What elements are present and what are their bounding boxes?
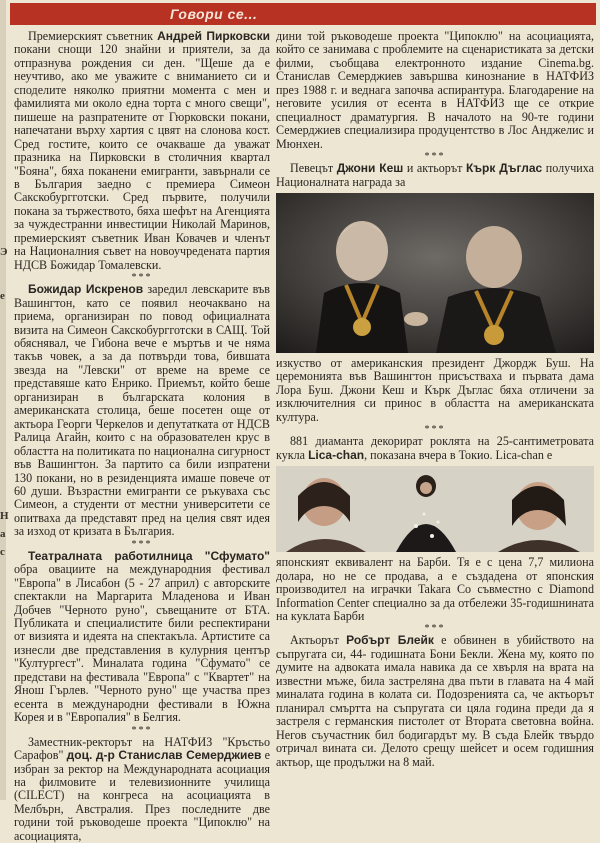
person-name: Божидар Искренов <box>28 282 144 297</box>
section-title: Говори се... <box>170 6 258 22</box>
person-name: Андрей Пирковски <box>157 29 270 43</box>
theatre-name: Театралната работилница "Сфумато" <box>28 548 270 563</box>
separator-stars: *** <box>131 538 153 550</box>
article-cash-douglas: Певецът Джони Кеш и актьорът Кърк Дъглас получиха Националната награда за <box>276 161 595 189</box>
photo-lica-chan <box>276 466 594 552</box>
separator-stars: *** <box>131 272 153 284</box>
edge-letter: а <box>0 528 6 540</box>
separator-stars: *** <box>424 424 446 436</box>
edge-letter: Н <box>0 510 9 522</box>
edge-letter: е <box>0 290 5 302</box>
edge-letter: с <box>0 546 5 558</box>
left-column <box>14 30 270 843</box>
photo-cash-douglas <box>276 193 594 353</box>
section-header-bar <box>10 3 596 25</box>
article-robert-blake: Актьорът Робърт Блейк е обвинен в убийството на съпругата си, 44- годишната Бони Бекли. Жена му, която по думите на адвоката имала навика да се хвърля на врата на известни мъже, била застреляна два пъти в главата на 4 май миналата година в колата си. Подозренията са, че актьорът планирал смъртта на съпругата си цяла година преди да я застреля с германския пистолет от Втората световна война. Негов съучастник бил бодигардът му. В съда Блейк твърдо отричал вината си. Делото срещу шейсет и осем годишния актьор, ще продължи на 8 май. <box>276 633 594 769</box>
person-name: Джони Кеш <box>336 161 404 176</box>
article-cash-douglas-cont: изкуство от американския президент Джордж Буш. На церемонията във Вашингтон присъстваха и първата дама Лора Буш. Джони Кеш и Кърк Дъглас бяха отличени за изключителния си принос в областта на американската култура. <box>276 355 594 424</box>
separator-stars: *** <box>131 724 153 736</box>
article-sfumato: Театралната работилница "Сфумато" обра овациите на международния фестивал "Европа" в Лисабон (5 - 27 април) с авторските спектакли на Маргарита Младенова и Иван Добчев "Черното руно", съвещаните от БТА. Публиката и специалистите били респектирани от визията и идеята на спектакъла. Артистите са изнесли две представления в кулурния център "Култургест". Миналата година "Сфумато" се представи на фестивала "Европа" с "Квартет" на Янош Гърлев. "Черното руно" ще участва през есента в международни фестивали в Южна Корея и в "Европалия" в Белгия. <box>14 548 270 725</box>
doll-name: Lica-chan <box>308 447 365 462</box>
article-lica-chan: 881 диаманта декорират роклята на 25-сантиметровата кукла Lica-chan, показана вчера в Токио. Lica-chan е <box>276 434 594 462</box>
article-lica-chan-cont: японският еквивалент на Барби. Тя е с цена 7,7 милиона долара, но не се продава, а е създадена от японския производител на играчки Takara Co съвместно с Diamond Information Center специално за да отбележи 35-годишнината на куклата Барби <box>276 555 594 623</box>
article-pirkovski: Премиерският съветник Андрей Пирковски покани снощи 120 знайни и приятели, за да отпразнува рождения си ден. "Щеше да е неучтиво, ако ме уважите с вниманието си и споделите няколко приятни момента с мен и фамилията ми около една торта с много свещи", пишеше на разпратените от Гюрковски покани, напечатани върху хартия с цвят на слонова кост. Сред гостите, които се очакваше да уважат празника на Пирковски в столичния квартал "Бояна", бяха поканени емигранти, завърнали се в България заедно с премиера Симеон Сакскобургготски. Сред първите, получили покана за тържеството, бяха шефът на Агенцията за чуждестранни инвестиции Николай Маринов, премиерският съветник Иван Ковачев и членът на Националния съвет на новоучредената партия НДСВ Божидар Томалевски. <box>14 29 270 272</box>
article-semerdzhiev: Заместник-ректорът на НАТФИЗ "Кръстьо Сарафов" доц. д-р Станислав Семерджиев е избран за ректор на Международната асоциация на филмовите и телевизионните училища (CILECT) на конгреса на асоциацията в Мелбърн, Австралия. През последните две години той ръководеше проекта "Ципоклю" на асоциацията, <box>14 734 270 843</box>
separator-stars: *** <box>424 623 446 635</box>
edge-letter: Э <box>0 246 8 258</box>
person-name: доц. д-р Станислав Семерджиев <box>66 748 262 763</box>
page-edge-strip <box>0 0 6 800</box>
person-name: Кърк Дъглас <box>465 161 543 176</box>
separator-stars: *** <box>424 151 446 163</box>
person-name: Робърт Блейк <box>346 633 434 648</box>
right-column <box>276 30 594 769</box>
article-semerdzhiev-cont: дини той ръководеше проекта "Ципоклю" на асоциацията, който се занимава с проблемите на сценаристиката за детски филми, съобщава електронното издание Cinema.bg. Станислав Семерджиев завършва кинознание в НАТФИЗ през 1988 г. и веднага започва аспирантура. Благодарение на неговите усилия от есента в НАТФИЗ ще се открие специалност драматургия. В началото на 90-те години Семерджиев специализира продуцентство в Лос Анджелис и Мюнхен. <box>276 29 594 151</box>
article-iskrenov: Божидар Искренов заредил левскарите във Вашингтон, като се появил неочаквано на приема, организиран по повод официалната визита на Симеон Сакскобургготски в САЩ. Той обяснявал, че Гибона вече е мъртъв и че няма такъв човек, а за да потвърди това, бившата звезда на "Левски" от време на време се представяше като Енрико. Приемът, който беше организиран в българската колония в американската столица, беше посетен още от актьора Георги Черкелов и депутатката от НДСВ Ралица Агайн, които с на образователен крус в областта на политиката по национална сигурност във Вашингтон. За партито са били изпратени 130 покани, но в резиденцията имаше повече от 60 души. Възрастни емигранти се ръкуваха със Симеон, а студенти от местни университети се опитваха да представят пред на целия свят идея за изход от кризата в България. <box>14 282 270 539</box>
